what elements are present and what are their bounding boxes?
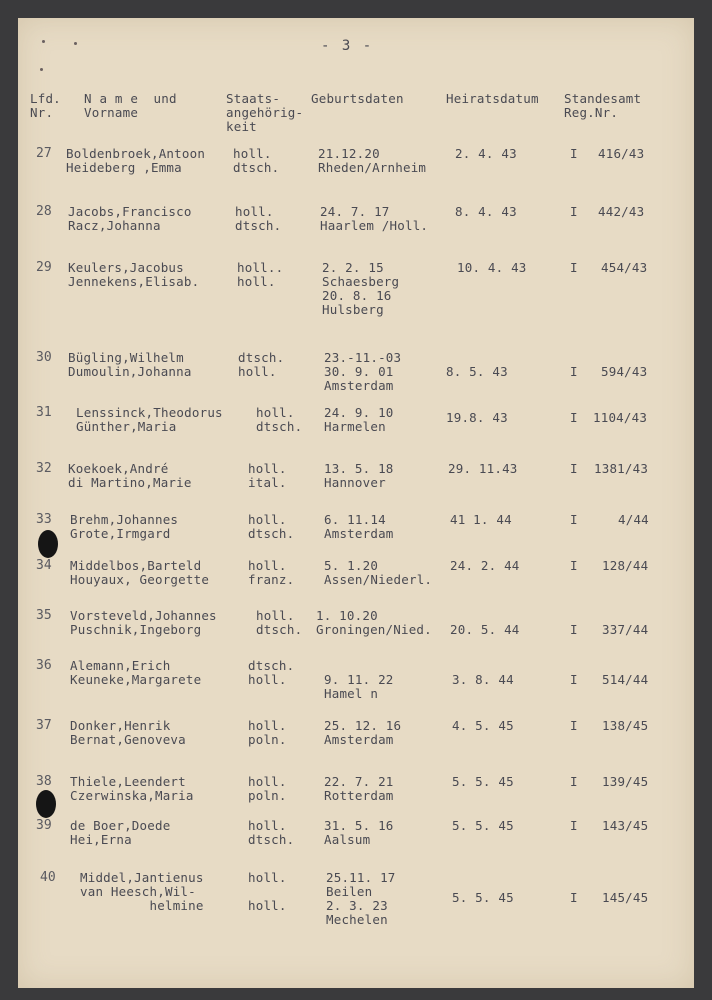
entry-registry-office: I: [570, 204, 578, 219]
entry-marriage-date: 8. 4. 43: [455, 204, 517, 219]
entry-registry-office: I: [570, 890, 578, 905]
entry-names: Vorsteveld,Johannes Puschnik,Ingeborg: [70, 608, 217, 637]
ink-speck: [74, 42, 77, 45]
entry-registry-office: I: [570, 364, 578, 379]
entry-names: Brehm,Johannes Grote,Irmgard: [70, 512, 179, 541]
entry-birth-data: 22. 7. 21 Rotterdam: [324, 774, 394, 803]
entry-registry-number: 143/45: [602, 818, 649, 833]
entry-nationality: holl. dtsch.: [248, 512, 295, 541]
entry-registry-number: 1104/43: [593, 410, 648, 425]
entry-names: Middelbos,Barteld Houyaux, Georgette: [70, 558, 210, 587]
entry-registry-number: 594/43: [601, 364, 648, 379]
entry-nationality: holl.. holl.: [237, 260, 284, 289]
entry-nationality: dtsch. holl.: [248, 658, 295, 687]
page-number: - 3 -: [321, 38, 374, 54]
entry-registry-number: 128/44: [602, 558, 649, 573]
entry-nationality: dtsch. holl.: [238, 350, 285, 379]
entry-registry-number: 416/43: [598, 146, 645, 161]
entry-birth-data: 25.11. 17 Beilen 2. 3. 23 Mechelen: [326, 870, 396, 927]
entry-birth-data: 31. 5. 16 Aalsum: [324, 818, 394, 847]
entry-nationality: holl. dtsch.: [248, 818, 295, 847]
entry-birth-data: 9. 11. 22 Hamel n: [324, 672, 394, 701]
entry-birth-data: 1. 10.20 Groningen/Nied.: [316, 608, 432, 637]
entry-birth-data: 2. 2. 15 Schaesberg 20. 8. 16 Hulsberg: [322, 260, 400, 317]
entry-registry-number: 337/44: [602, 622, 649, 637]
entry-names: Jacobs,Francisco Racz,Johanna: [68, 204, 192, 233]
entry-names: Boldenbroek,Antoon Heideberg ,Emma: [66, 146, 206, 175]
entry-number: 27: [36, 146, 52, 161]
entry-birth-data: 24. 9. 10 Harmelen: [324, 405, 394, 434]
entry-names: Bügling,Wilhelm Dumoulin,Johanna: [68, 350, 192, 379]
entry-number: 34: [36, 558, 52, 573]
entry-names: de Boer,Doede Hei,Erna: [70, 818, 171, 847]
entry-nationality: holl. dtsch.: [233, 146, 280, 175]
header-geburtsdaten: Geburtsdaten: [311, 91, 404, 106]
entry-names: Lenssinck,Theodorus Günther,Maria: [76, 405, 223, 434]
entry-number: 39: [36, 818, 52, 833]
entry-registry-number: 139/45: [602, 774, 649, 789]
entry-registry-number: 4/44: [618, 512, 649, 527]
entry-registry-office: I: [570, 558, 578, 573]
entry-birth-data: 21.12.20 Rheden/Arnheim: [318, 146, 427, 175]
entry-birth-data: 25. 12. 16 Amsterdam: [324, 718, 402, 747]
entry-marriage-date: 5. 5. 45: [452, 774, 514, 789]
entry-marriage-date: 29. 11.43: [448, 461, 518, 476]
entry-names: Donker,Henrik Bernat,Genoveva: [70, 718, 186, 747]
entry-marriage-date: 5. 5. 45: [452, 890, 514, 905]
entry-number: 37: [36, 718, 52, 733]
entry-birth-data: 6. 11.14 Amsterdam: [324, 512, 394, 541]
entry-registry-number: 145/45: [602, 890, 649, 905]
entry-registry-number: 138/45: [602, 718, 649, 733]
entry-nationality: holl. dtsch.: [256, 405, 303, 434]
entry-number: 40: [40, 870, 56, 885]
entry-number: 29: [36, 260, 52, 275]
entry-number: 33: [36, 512, 52, 527]
entry-number: 35: [36, 608, 52, 623]
entry-marriage-date: 41 1. 44: [450, 512, 512, 527]
entry-registry-office: I: [570, 410, 578, 425]
entry-number: 28: [36, 204, 52, 219]
entry-registry-office: I: [570, 512, 578, 527]
entry-marriage-date: 2. 4. 43: [455, 146, 517, 161]
entry-names: Thiele,Leendert Czerwinska,Maria: [70, 774, 194, 803]
entry-registry-office: I: [570, 461, 578, 476]
entry-number: 38: [36, 774, 52, 789]
entry-names: Alemann,Erich Keuneke,Margarete: [70, 658, 202, 687]
document-page: [18, 18, 694, 988]
entry-registry-office: I: [570, 146, 578, 161]
entry-marriage-date: 10. 4. 43: [457, 260, 527, 275]
entry-names: Koekoek,André di Martino,Marie: [68, 461, 192, 490]
ink-speck: [40, 68, 43, 71]
entry-number: 30: [36, 350, 52, 365]
entry-marriage-date: 5. 5. 45: [452, 818, 514, 833]
entry-registry-number: 454/43: [601, 260, 648, 275]
header-name: N a m e und Vorname: [84, 91, 177, 120]
entry-marriage-date: 19.8. 43: [446, 410, 508, 425]
entry-registry-office: I: [570, 672, 578, 687]
header-heiratsdatum: Heiratsdatum: [446, 91, 539, 106]
header-lfd-nr: Lfd. Nr.: [30, 91, 61, 120]
entry-nationality: holl. dtsch.: [256, 608, 303, 637]
entry-nationality: holl. poln.: [248, 718, 287, 747]
entry-marriage-date: 4. 5. 45: [452, 718, 514, 733]
entry-registry-office: I: [570, 622, 578, 637]
entry-nationality: holl. franz.: [248, 558, 295, 587]
entry-number: 36: [36, 658, 52, 673]
entry-marriage-date: 8. 5. 43: [446, 364, 508, 379]
entry-registry-office: I: [570, 774, 578, 789]
entry-registry-number: 1381/43: [594, 461, 649, 476]
header-standesamt: Standesamt Reg.Nr.: [564, 91, 642, 120]
punch-hole: [38, 530, 58, 558]
entry-marriage-date: 20. 5. 44: [450, 622, 520, 637]
entry-registry-office: I: [570, 718, 578, 733]
entry-registry-office: I: [570, 260, 578, 275]
entry-registry-office: I: [570, 818, 578, 833]
entry-birth-data: 23.-11.-03 30. 9. 01 Amsterdam: [324, 350, 402, 393]
entry-number: 31: [36, 405, 52, 420]
entry-registry-number: 442/43: [598, 204, 645, 219]
entry-birth-data: 24. 7. 17 Haarlem /Holl.: [320, 204, 429, 233]
entry-marriage-date: 3. 8. 44: [452, 672, 514, 687]
entry-marriage-date: 24. 2. 44: [450, 558, 520, 573]
ink-speck: [42, 40, 45, 43]
entry-birth-data: 13. 5. 18 Hannover: [324, 461, 394, 490]
punch-hole: [36, 790, 56, 818]
entry-nationality: holl. dtsch.: [235, 204, 282, 233]
entry-nationality: holl. poln.: [248, 774, 287, 803]
entry-birth-data: 5. 1.20 Assen/Niederl.: [324, 558, 433, 587]
entry-names: Middel,Jantienus van Heesch,Wil- helmine: [80, 870, 204, 913]
header-staatsangehoerigkeit: Staats- angehörig- keit: [226, 91, 304, 134]
entry-nationality: holl. ital.: [248, 461, 287, 490]
entry-registry-number: 514/44: [602, 672, 649, 687]
entry-number: 32: [36, 461, 52, 476]
entry-names: Keulers,Jacobus Jennekens,Elisab.: [68, 260, 200, 289]
entry-nationality: holl. holl.: [248, 870, 287, 913]
